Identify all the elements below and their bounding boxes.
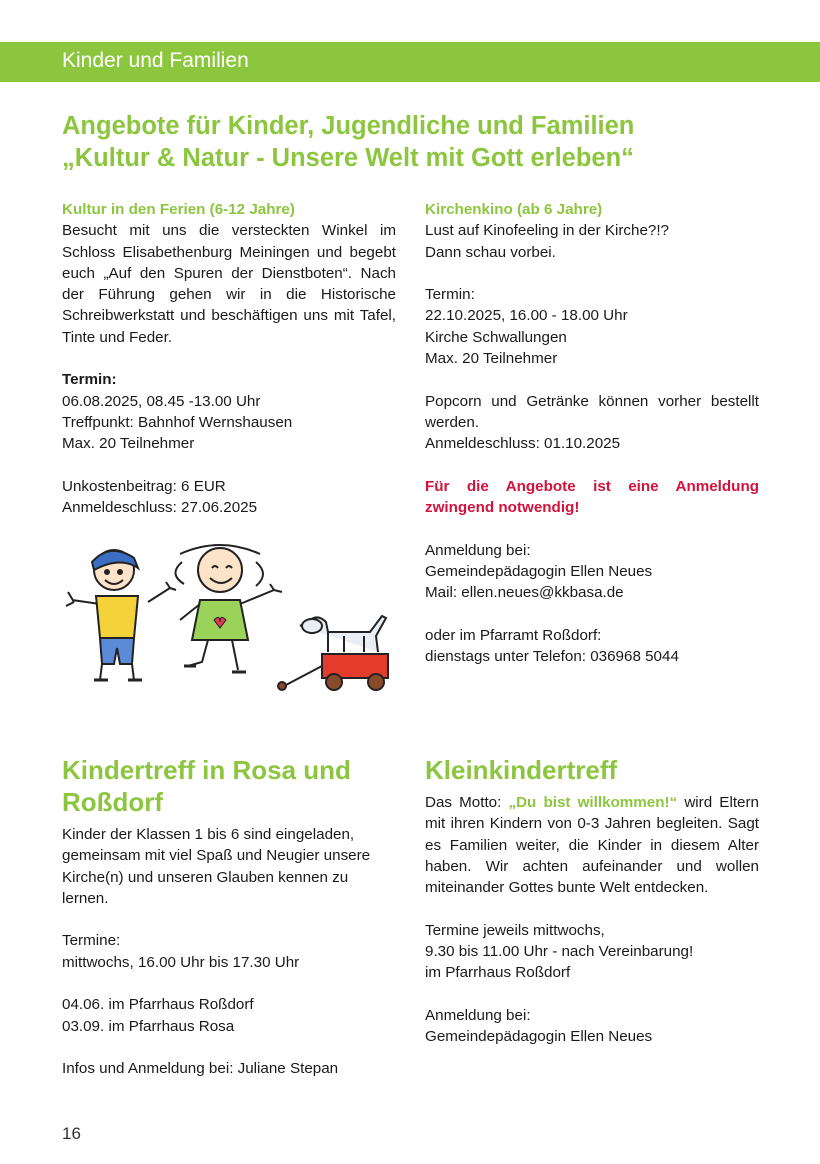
kleinkind-time: 9.30 bis 11.00 Uhr - nach Vereinbarung! — [425, 943, 694, 961]
kultur-deadline: Anmeldeschluss: 27.06.2025 — [62, 499, 258, 517]
kultur-max: Max. 20 Teilnehmer — [62, 435, 195, 453]
kindertreff-date1: 04.06. im Pfarrhaus Roßdorf — [62, 996, 254, 1014]
kino-line1: Lust auf Kinofeeling in der Kirche?!? — [425, 222, 670, 240]
kleinkind-termine: Termine jeweils mittwochs, — [425, 921, 605, 939]
page-title-line1: Angebote für Kinder, Jugendliche und Familien — [62, 112, 635, 140]
girl-drawing — [175, 545, 282, 672]
kino-max: Max. 20 Teilnehmer — [425, 350, 558, 368]
kultur-heading: Kultur in den Ferien (6-12 Jahre) — [62, 201, 295, 218]
kino-heading: Kirchenkino (ab 6 Jahre) — [425, 201, 603, 218]
kindertreff-section — [62, 754, 396, 1080]
kleinkind-place: im Pfarrhaus Roßdorf — [425, 964, 571, 982]
kultur-section — [62, 199, 396, 518]
kultur-cost: Unkostenbeitrag: 6 EUR — [62, 477, 226, 495]
kindertreff-date2: 03.09. im Pfarrhaus Rosa — [62, 1017, 235, 1035]
kino-mail[interactable]: Mail: ellen.neues@kkbasa.de — [425, 584, 624, 602]
kultur-place: Treffpunkt: Bahnhof Wernshausen — [62, 413, 293, 431]
kultur-date: 06.08.2025, 08.45 -13.00 Uhr — [62, 392, 261, 410]
children-illustration — [60, 540, 395, 692]
kino-termin-label: Termin: — [425, 286, 475, 304]
kultur-termin-label: Termin: — [62, 371, 117, 389]
kleinkind-motto-prefix: Das Motto: — [425, 794, 509, 811]
registration-warning: Für die Angebote ist eine Anmeldung zwingend notwendig! — [425, 477, 759, 517]
kindertreff-termine-label: Termine: — [62, 932, 121, 950]
kino-contact-name: Gemeindepädagogin Ellen Neues — [425, 563, 653, 581]
kleinkind-description — [425, 792, 759, 898]
kino-line2: Dann schau vorbei. — [425, 243, 556, 261]
kino-phone: dienstags unter Telefon: 036968 5044 — [425, 648, 679, 666]
kindertreff-heading: Kindertreff in Rosa und Roßdorf — [62, 755, 351, 817]
page-title-line2: „Kultur & Natur - Unsere Welt mit Gott erleben“ — [62, 144, 634, 172]
kleinkind-heading: Kleinkindertreff — [425, 755, 618, 785]
kino-deadline: Anmeldeschluss: 01.10.2025 — [425, 435, 621, 453]
page-number: 16 — [62, 1124, 81, 1143]
kino-date: 22.10.2025, 16.00 - 18.00 Uhr — [425, 307, 628, 325]
kindertreff-info: Infos und Anmeldung bei: Juliane Stepan — [62, 1060, 339, 1078]
kleinkind-motto: „Du bist willkommen!“ — [508, 794, 678, 811]
kino-section — [425, 199, 759, 668]
dog-wagon-drawing — [278, 616, 388, 690]
kino-snacks: Popcorn und Getränke können vorher bestellt werden. — [425, 392, 759, 431]
kindertreff-time: mittwochs, 16.00 Uhr bis 17.30 Uhr — [62, 953, 300, 971]
kindertreff-description: Kinder der Klassen 1 bis 6 sind eingeladen, gemeinsam mit viel Spaß und Neugier unsere Kirche(n) und unseren Glauben kennen zu lernen. — [62, 826, 371, 907]
page-title — [62, 110, 782, 174]
kleinkind-section — [425, 754, 759, 1048]
kultur-description: Besucht mit uns die versteckten Winkel im Schloss Elisabethenburg Meiningen und begebt euch „Auf den Spuren der Dienstboten“. Nach der Führung gehen wir in die Historische Schreibwerkstatt und beschäftigen uns mit Tafel, Tinte und Feder. — [62, 222, 396, 346]
boy-drawing — [66, 550, 176, 680]
kleinkind-anmeldung-label: Anmeldung bei: — [425, 1006, 531, 1024]
kleinkind-contact-name: Gemeindepädagogin Ellen Neues — [425, 1028, 653, 1046]
section-title: Kinder und Familien — [62, 49, 249, 72]
kino-place: Kirche Schwallungen — [425, 328, 567, 346]
kleinkind-desc-text: wird Eltern mit ihren Kindern von 0-3 Jahren begleiten. Sagt es Familien weiter, die Kinder in diesem Alter haben. Wir achten aufeinander und wollen miteinander Gottes bunte Welt entdecken. — [425, 794, 759, 897]
kino-alt-label: oder im Pfarramt Roßdorf: — [425, 626, 602, 644]
section-header-bar — [0, 42, 820, 82]
kino-anmeldung-label: Anmeldung bei: — [425, 541, 531, 559]
